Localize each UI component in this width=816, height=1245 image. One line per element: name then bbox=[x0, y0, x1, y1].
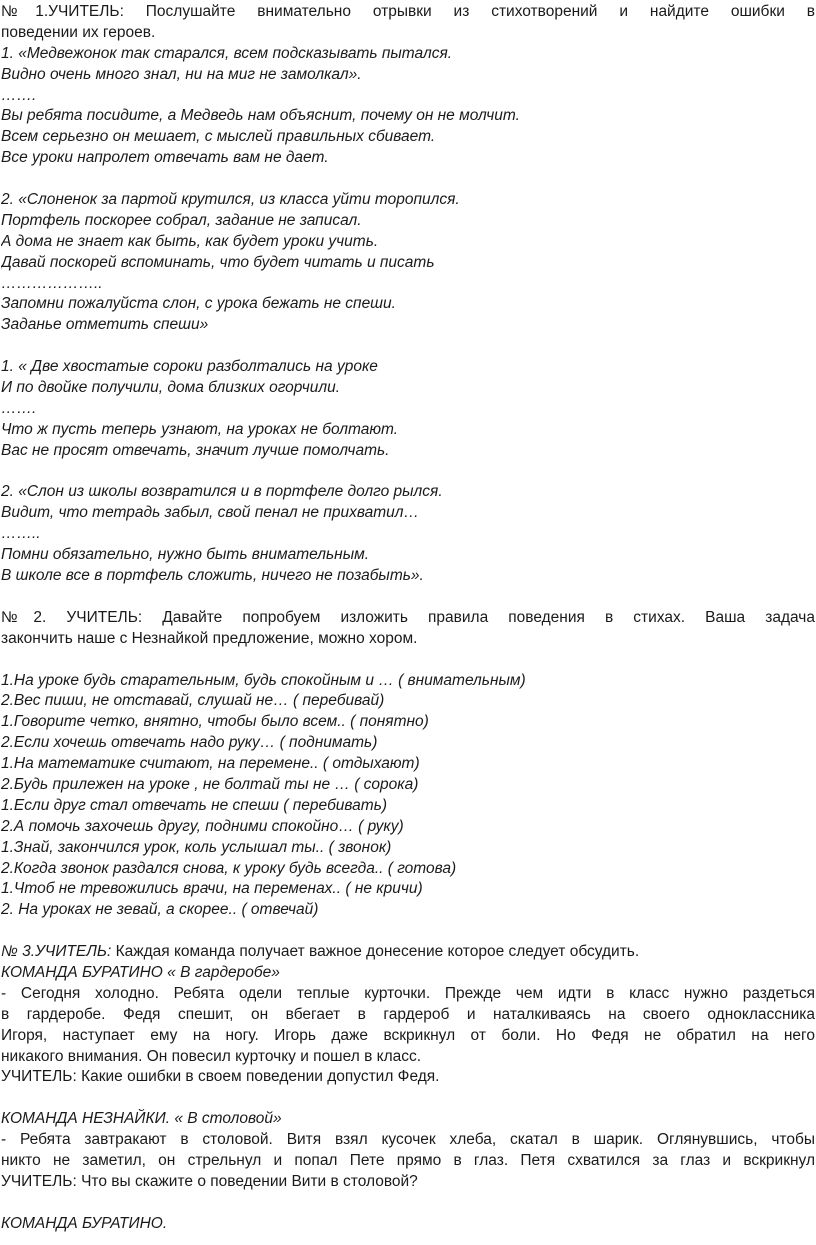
poem1-line: Все уроки напролет отвечать вам не дает. bbox=[1, 149, 329, 167]
team2-title: КОМАНДА НЕЗНАЙКИ. « В столовой» bbox=[1, 1110, 282, 1128]
rule-item: 2.А помочь захочешь другу, подними спокойно… ( руку) bbox=[1, 817, 404, 835]
poem3-line: ……. bbox=[1, 399, 37, 417]
team2-story-line: - Ребята завтракают в столовой. Витя взял кусочек хлеба, скатал в шарик. Оглянувшись, чтобы bbox=[1, 1131, 815, 1149]
poem2-line: 2. «Слоненок за партой крутился, из класса уйти торопился. bbox=[1, 191, 460, 209]
poem4-line: 2. «Слон из школы возвратился и в портфеле долго рылся. bbox=[1, 483, 443, 501]
rule-item: 1.На математике считают, на перемене.. ( отдыхают) bbox=[1, 755, 420, 773]
spacer bbox=[1, 1088, 815, 1109]
poem1-line: Вы ребята посидите, а Медведь нам объяснит, почему он не молчит. bbox=[1, 107, 520, 125]
poem4-line: …….. bbox=[1, 525, 41, 543]
team3-title: КОМАНДА БУРАТИНО. bbox=[1, 1214, 168, 1232]
poem1-line: Видно очень много знал, ни на миг не замолкал». bbox=[1, 65, 362, 83]
task3-heading-label: № 3.УЧИТЕЛЬ: bbox=[1, 943, 112, 961]
spacer bbox=[1, 169, 815, 190]
rule-item: 1.Чтоб не тревожились врачи, на переменах.. ( не кричи) bbox=[1, 880, 423, 898]
poem3-line: Что ж пусть теперь узнают, на уроках не болтают. bbox=[1, 420, 399, 438]
spacer bbox=[1, 336, 815, 357]
poem1-line: 1. «Медвежонок так старался, всем подсказывать пытался. bbox=[1, 44, 453, 62]
rule-item: 2. На уроках не зевай, а скорее.. ( отвечай) bbox=[1, 901, 319, 919]
task1-heading-line1: №1.УЧИТЕЛЬ: Послушайте внимательно отрывки из стихотворений и найдите ошибки в bbox=[1, 3, 815, 20]
spacer bbox=[1, 462, 815, 483]
poem4-line: В школе все в портфель сложить, ничего не позабыть». bbox=[1, 567, 424, 585]
poem2-line: ……………….. bbox=[1, 274, 103, 292]
rule-item: 1.Знай, закончился урок, коль услышал ты.. ( звонок) bbox=[1, 838, 392, 856]
team2-story-line: никто не заметил, он стрельнул и попал Пете прямо в глаз. Петя схватился за глаз и вскрикнул bbox=[1, 1151, 815, 1169]
poem2-line: Заданье отметить спеши» bbox=[1, 316, 209, 334]
poem4-line: Видит, что тетрадь забыл, свой пенал не прихватил… bbox=[1, 504, 420, 522]
spacer bbox=[1, 921, 815, 942]
rule-item: 1.Если друг стал отвечать не спеши ( перебивать) bbox=[1, 796, 388, 814]
spacer bbox=[1, 587, 815, 608]
task3-heading bbox=[1, 942, 815, 963]
team1-story-line: Игоря, наступает ему на ногу. Игорь даже вскрикнул от боли. Но Федя не обратил на него bbox=[1, 1026, 815, 1044]
poem1-line: Всем серьезно он мешает, с мыслей правильных сбивает. bbox=[1, 128, 436, 146]
task3-heading-text: Каждая команда получает важное донесение которое следует обсудить. bbox=[111, 943, 640, 961]
rule-item: 2.Будь прилежен на уроке , не болтай ты не … ( сорока) bbox=[1, 775, 419, 793]
team2-question: УЧИТЕЛЬ: Что вы скажите о поведении Вити в столовой? bbox=[1, 1172, 418, 1190]
poem2-line: А дома не знает как быть, как будет уроки учить. bbox=[1, 232, 379, 250]
rule-item: 1.На уроке будь старательным, будь спокойным и … ( внимательным) bbox=[1, 671, 526, 689]
spacer bbox=[1, 650, 815, 671]
rule-item: 1.Говорите четко, внятно, чтобы было всем.. ( понятно) bbox=[1, 713, 429, 731]
poem1-line: ……. bbox=[1, 86, 37, 104]
poem3-line: И по двойке получили, дома близких огорчили. bbox=[1, 379, 341, 397]
rule-item: 2.Если хочешь отвечать надо руку… ( поднимать) bbox=[1, 734, 378, 752]
poem2-line: Портфель поскорее собрал, задание не записал. bbox=[1, 211, 362, 229]
team1-title: КОМАНДА БУРАТИНО « В гардеробе» bbox=[1, 963, 280, 981]
team1-story-line: в гардеробе. Федя спешит, он вбегает в гардероб и наталкиваясь на своего одноклассника bbox=[1, 1005, 815, 1023]
poem3-line: 1. « Две хвостатые сороки разболтались на уроке bbox=[1, 358, 378, 376]
rule-item: 2.Когда звонок раздался снова, к уроку будь всегда.. ( готова) bbox=[1, 859, 457, 877]
document-page bbox=[1, 2, 815, 1235]
rule-item: 2.Вес пиши, не отставай, слушай не… ( перебивай) bbox=[1, 692, 385, 710]
team1-story-line: - Сегодня холодно. Ребята одели теплые курточки. Прежде чем идти в класс нужно раздеться bbox=[1, 984, 815, 1002]
poem2-line: Давай поскорей вспоминать, что будет читать и писать bbox=[1, 253, 435, 271]
task2-heading-line1: №2. УЧИТЕЛЬ: Давайте попробуем изложить правила поведения в стихах. Ваша задача bbox=[1, 608, 815, 626]
team1-story-line: никакого внимания. Он повесил курточку и пошел в класс. bbox=[1, 1047, 422, 1065]
team1-question: УЧИТЕЛЬ: Какие ошибки в своем поведении допустил Федя. bbox=[1, 1068, 440, 1086]
task1-heading-line2: поведении их героев. bbox=[1, 23, 156, 41]
poem2-line: Запомни пожалуйста слон, с урока бежать не спеши. bbox=[1, 295, 396, 313]
task2-heading-line2: закончить наше с Незнайкой предложение, можно хором. bbox=[1, 629, 418, 647]
poem4-line: Помни обязательно, нужно быть внимательным. bbox=[1, 546, 370, 564]
poem3-line: Вас не просят отвечать, значит лучше помолчать. bbox=[1, 441, 390, 459]
spacer bbox=[1, 1193, 815, 1214]
